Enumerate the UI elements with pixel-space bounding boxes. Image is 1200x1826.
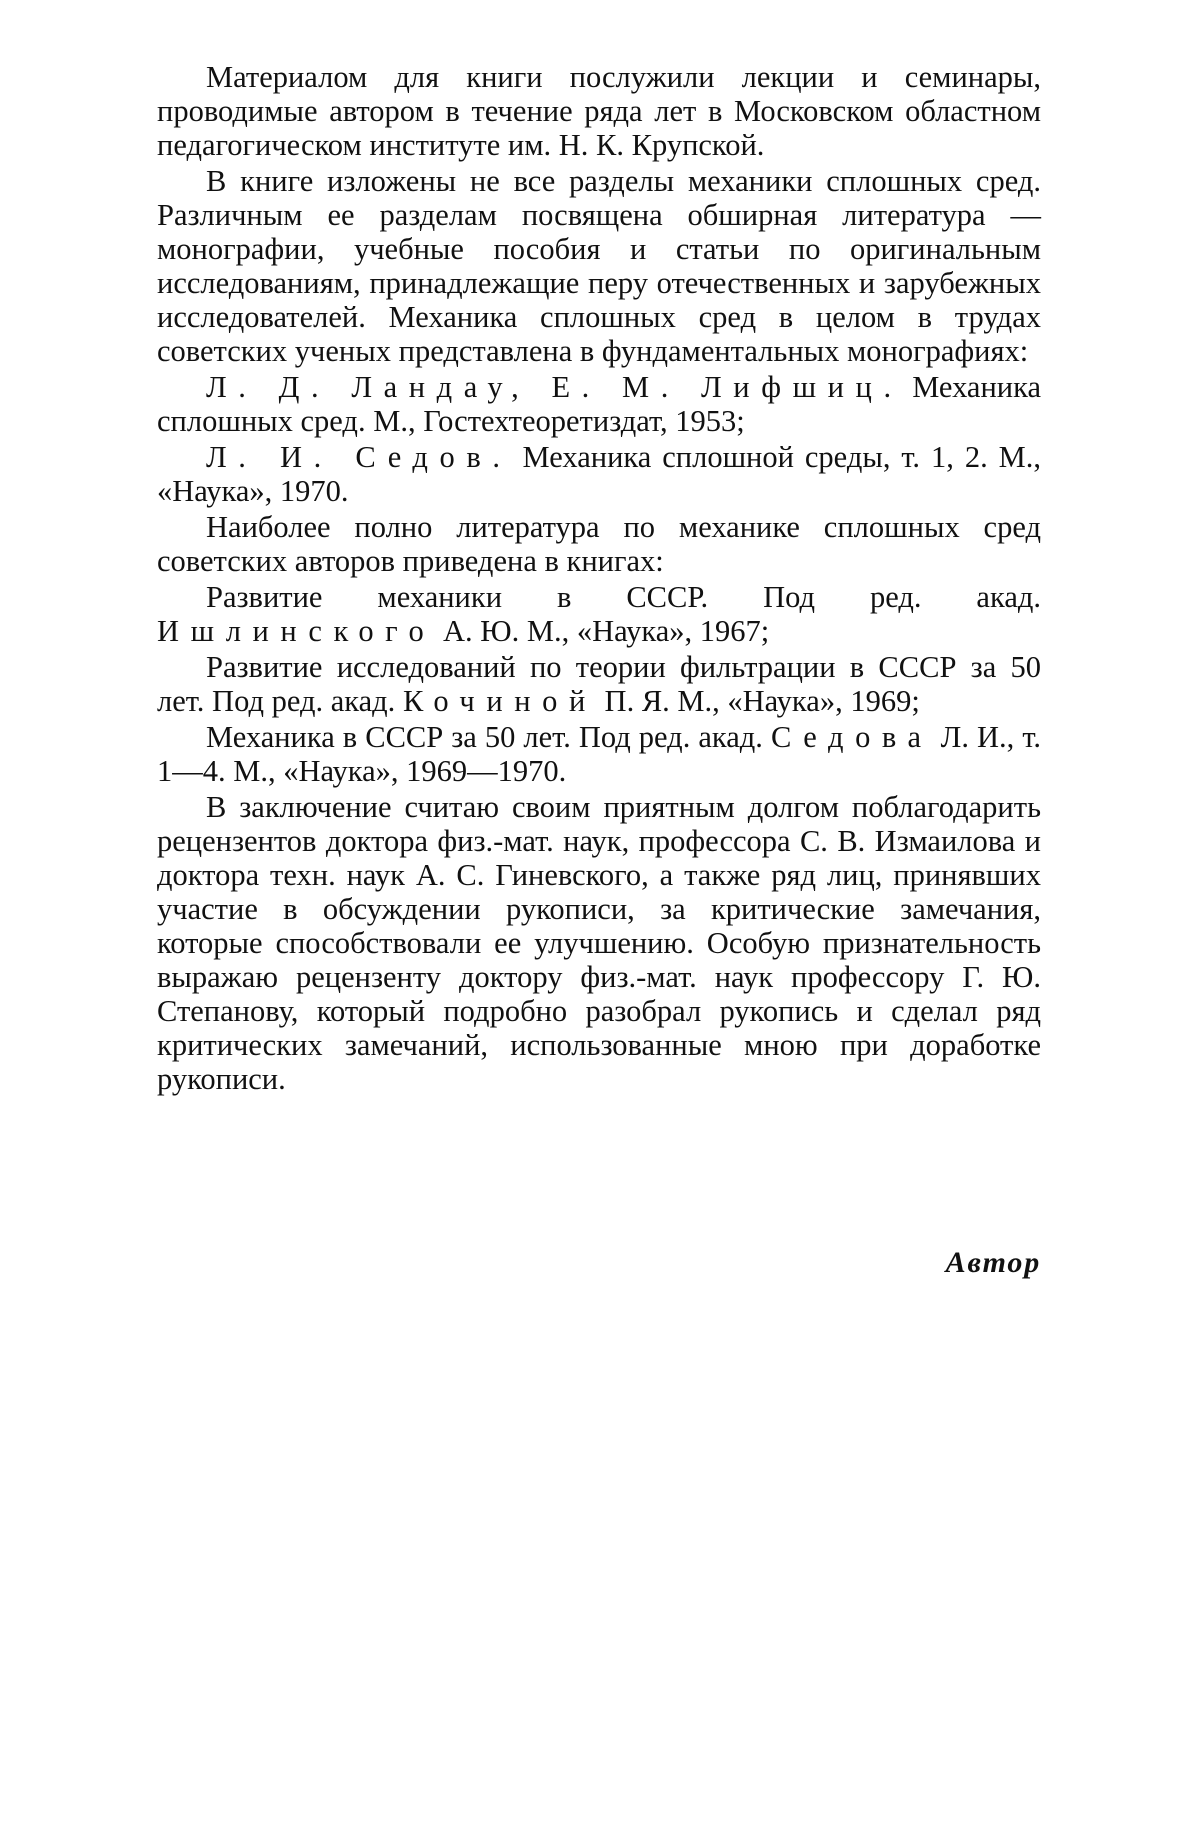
reference-author: Л. И. Седов. bbox=[206, 440, 512, 474]
reference-title: Механика сплошной среды, т. 1, 2. М., «Наука», 1970. bbox=[157, 440, 1042, 508]
reference-sedov-ed bbox=[157, 720, 1041, 788]
paragraph-scope: В книге изложены не все разделы механики сплошных сред. Различным ее разделам посвящена обширная литература — монографии, учебные пособия и статьи по оригинальным исследованиям, принадлежащие перу отечественных и зарубежных исследователей. Механика сплошных сред в целом в трудах советских ученых представлена в фундаментальных монографиях: bbox=[157, 164, 1041, 368]
author-signature: Автор bbox=[945, 1246, 1041, 1279]
reference-title: Развитие исследований по теории фильтрации в СССР за 50 лет. Под ред. акад. bbox=[157, 650, 1041, 718]
paragraph-origin: Материалом для книги послужили лекции и семинары, проводимые автором в течение ряда лет в Московском областном педагогическом институте им. Н. К. Крупской. bbox=[157, 60, 1041, 162]
reference-author: Л. Д. Ландау, Е. М. Лифшиц. bbox=[206, 370, 903, 404]
reference-sedov bbox=[157, 440, 1041, 508]
reference-editor: Седова bbox=[770, 720, 933, 754]
reference-editor: Ишлинского bbox=[157, 614, 436, 648]
reference-landau bbox=[157, 370, 1041, 438]
reference-ishlinsky bbox=[157, 580, 1041, 648]
reference-kochina bbox=[157, 650, 1041, 718]
paragraph-literature: Наиболее полно литература по механике сплошных сред советских авторов приведена в книгах: bbox=[157, 510, 1041, 578]
paragraph-acknowledgements: В заключение считаю своим приятным долгом поблагодарить рецензентов доктора физ.-мат. наук, профессора С. В. Измаилова и доктора техн. наук А. С. Гиневского, а также ряд лиц, принявших участие в обсуждении рукописи, за критические замечания, которые способствовали ее улучшению. Особую признательность выражаю рецензенту доктору физ.-мат. наук профессору Г. Ю. Степанову, который подробно разобрал рукопись и сделал ряд критических замечаний, использованные мною при доработке рукописи. bbox=[157, 790, 1041, 1096]
reference-title: Механика сплошных сред. М., Гостехтеоретиздат, 1953; bbox=[157, 370, 1041, 438]
reference-details: Л. И., т. 1—4. М., «Наука», 1969—1970. bbox=[157, 720, 1041, 788]
preface-text bbox=[157, 60, 1041, 1098]
reference-details: П. Я. М., «Наука», 1969; bbox=[596, 684, 920, 718]
reference-title: Развитие механики в СССР. Под ред. акад. bbox=[206, 580, 1041, 614]
reference-editor: Кочиной bbox=[402, 684, 597, 718]
reference-title: Механика в СССР за 50 лет. Под ред. акад. bbox=[206, 720, 771, 754]
reference-details: А. Ю. М., «Наука», 1967; bbox=[435, 614, 770, 648]
